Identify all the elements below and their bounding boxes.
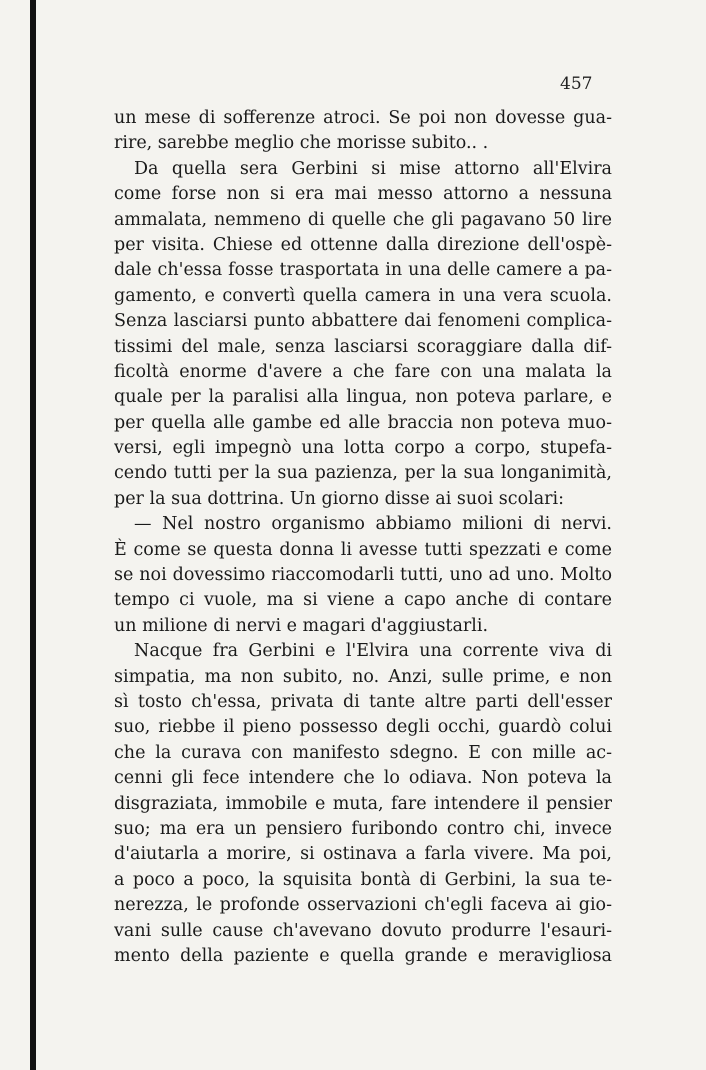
text-line: per visita. Chiese ed ottenne dalla direzione dell'ospè-: [114, 234, 612, 255]
text-line: rire, sarebbe meglio che morisse subito.. .: [114, 133, 489, 154]
text-line: nerezza, le profonde osservazioni ch'egli faceva ai gio-: [114, 895, 612, 916]
text-line: se noi dovessimo riaccomodarli tutti, uno ad uno. Molto: [114, 565, 612, 586]
text-line: per quella alle gambe ed alle braccia non poteva muo-: [114, 412, 612, 433]
text-line: come forse non si era mai messo attorno a nessuna: [114, 184, 612, 205]
binding-edge: [30, 0, 36, 1070]
text-line: tempo ci vuole, ma si viene a capo anche di contare: [114, 590, 612, 611]
text-line: Nacque fra Gerbini e l'Elvira una corrente viva di: [134, 641, 612, 662]
text-line: ficoltà enorme d'avere a che fare con una malata la: [114, 361, 612, 382]
text-line: cendo tutti per la sua pazienza, per la sua longanimità,: [114, 463, 612, 484]
text-line: mento della paziente e quella grande e meravigliosa: [114, 945, 612, 966]
text-line: d'aiutarla a morire, si ostinava a farla vivere. Ma poi,: [114, 844, 612, 865]
text-line: che la curava con manifesto sdegno. E con mille ac-: [114, 742, 612, 763]
text-line: suo, riebbe il pieno possesso degli occhi, guardò colui: [114, 717, 612, 738]
text-line: suo; ma era un pensiero furibondo contro chi, invece: [114, 818, 612, 839]
text-line: tissimi del male, senza lasciarsi scoraggiare dalla dif-: [114, 336, 612, 357]
text-line: — Nel nostro organismo abbiamo milioni di nervi.: [134, 514, 612, 535]
text-line: un milione di nervi e magari d'aggiustarli.: [114, 615, 489, 636]
text-line: ammalata, nemmeno di quelle che gli pagavano 50 lire: [114, 209, 612, 230]
text-line: cenni gli fece intendere che lo odiava. Non poteva la: [114, 768, 612, 789]
text-line: È come se questa donna li avesse tutti spezzati e come: [114, 539, 612, 560]
text-line: simpatia, ma non subito, no. Anzi, sulle prime, e non: [114, 666, 612, 687]
text-line: Da quella sera Gerbini si mise attorno all'Elvira: [134, 158, 612, 179]
text-line: disgraziata, immobile e muta, fare intendere il pensier: [114, 793, 612, 814]
body-text: [114, 106, 612, 969]
text-line: vani sulle cause ch'avevano dovuto produrre l'esauri-: [114, 920, 612, 941]
text-line: dale ch'essa fosse trasportata in una delle camere a pa-: [114, 260, 612, 281]
page-number: 457: [560, 74, 593, 94]
text-line: un mese di sofferenze atroci. Se poi non dovesse gua-: [114, 108, 612, 128]
text-line: versi, egli impegnò una lotta corpo a corpo, stupefa-: [114, 438, 612, 459]
text-line: quale per la paralisi alla lingua, non poteva parlare, e: [114, 387, 612, 408]
text-line: Senza lasciarsi punto abbattere dai fenomeni complica-: [114, 311, 612, 332]
text-line: a poco a poco, la squisita bontà di Gerbini, la sua te-: [114, 869, 612, 890]
text-line: per la sua dottrina. Un giorno disse ai suoi scolari:: [114, 488, 565, 509]
text-line: sì tosto ch'essa, privata di tante altre parti dell'esser: [114, 691, 612, 712]
text-line: gamento, e convertì quella camera in una vera scuola.: [114, 285, 612, 306]
